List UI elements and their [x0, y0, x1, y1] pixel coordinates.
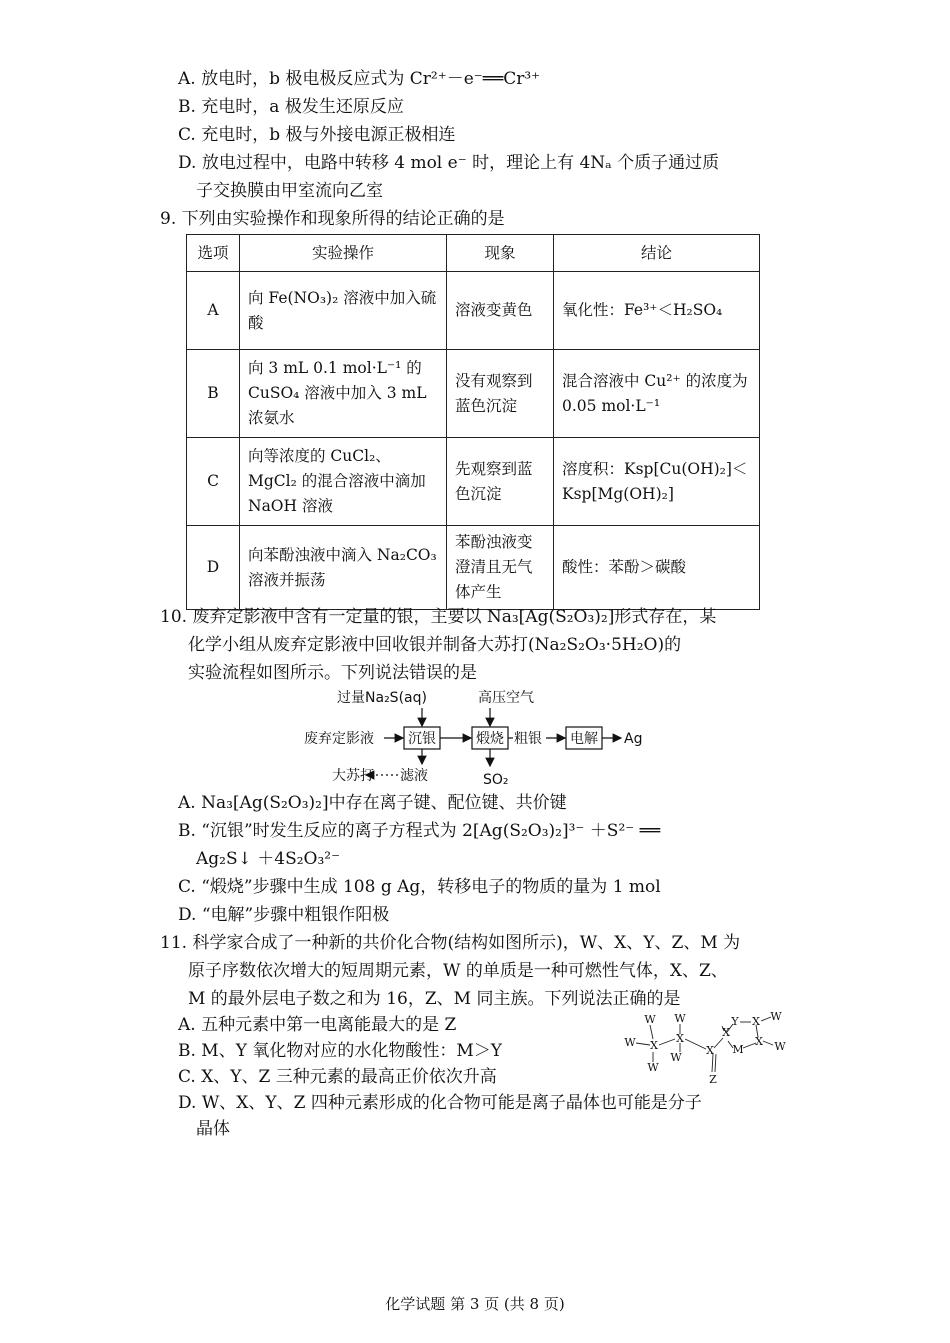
table-row — [187, 350, 760, 438]
filtrate-label: 滤液 — [400, 768, 428, 784]
atom-z: Z — [709, 1073, 717, 1086]
so2-label: SO₂ — [483, 772, 509, 786]
row-operation: 向等浓度的 CuCl₂、MgCl₂ 的混合溶液中滴加 NaOH 溶液 — [240, 438, 447, 526]
atom-w-bottom2: W — [670, 1051, 682, 1064]
row-phenomenon: 苯酚浊液变澄清且无气体产生 — [447, 526, 554, 610]
q11-stem-1: 11. 科学家合成了一种新的共价化合物(结构如图所示)，W、X、Y、Z、M 为 — [160, 933, 741, 953]
molecular-structure-diagram — [620, 1012, 790, 1088]
q10-option-a: A. Na₃[Ag(S₂O₃)₂]中存在离子键、配位键、共价键 — [178, 793, 567, 813]
atom-x-1: X — [650, 1039, 658, 1052]
atom-w-right: W — [774, 1040, 786, 1053]
q11-stem-3: M 的最外层电子数之和为 16，Z、M 同主族。下列说法正确的是 — [188, 989, 681, 1009]
row-operation: 向苯酚浊液中滴入 Na₂CO₃ 溶液并振荡 — [240, 526, 447, 610]
atom-w-left: W — [624, 1036, 636, 1049]
atom-w-bottom: W — [647, 1061, 659, 1074]
row-option: C — [187, 438, 240, 526]
q11-option-c: C. X、Y、Z 三种元素的最高正价依次升高 — [178, 1067, 497, 1087]
table-row — [187, 272, 760, 350]
page-footer: 化学试题 第 3 页 (共 8 页) — [385, 1295, 565, 1313]
atom-x-2: X — [676, 1032, 684, 1045]
atom-m: M — [732, 1043, 744, 1056]
q8-option-c: C. 充电时，b 极与外接电源正极相连 — [178, 125, 456, 145]
atom-x-3: X — [706, 1044, 714, 1057]
table-row — [187, 526, 760, 610]
q10-option-b-cont: Ag₂S↓ ＋4S₂O₃²⁻ — [196, 849, 341, 869]
q11-option-a: A. 五种元素中第一电离能最大的是 Z — [178, 1015, 457, 1035]
process-flowchart — [300, 686, 660, 786]
q11-option-d-cont: 晶体 — [196, 1119, 230, 1139]
row-option: A — [187, 272, 240, 350]
silver-product-label: Ag — [624, 731, 643, 747]
atom-w-top: W — [644, 1013, 656, 1026]
atom-x-5: X — [752, 1015, 760, 1028]
q11-option-b: B. M、Y 氧化物对应的水化物酸性：M＞Y — [178, 1041, 502, 1061]
q10-stem-2: 化学小组从废弃定影液中回收银并制备大苏打(Na₂S₂O₃·5H₂O)的 — [188, 635, 682, 655]
header-option: 选项 — [187, 235, 240, 272]
atom-y-1: Y — [731, 1015, 739, 1028]
row-conclusion: 混合溶液中 Cu²⁺ 的浓度为 0.05 mol·L⁻¹ — [554, 350, 760, 438]
row-operation: 向 Fe(NO₃)₂ 溶液中加入硫酸 — [240, 272, 447, 350]
q10-option-b: B. “沉银”时发生反应的离子方程式为 2[Ag(S₂O₃)₂]³⁻ ＋S²⁻ ══ — [178, 821, 661, 841]
header-conclusion: 结论 — [554, 235, 760, 272]
q11-stem-2: 原子序数依次增大的短周期元素，W 的单质是一种可燃性气体，X、Z、 — [188, 961, 728, 981]
atom-w-right-top: W — [770, 1012, 782, 1023]
q9-stem: 9. 下列由实验操作和现象所得的结论正确的是 — [160, 209, 505, 229]
atom-w-top2: W — [674, 1012, 686, 1025]
reagent-air-label: 高压空气 — [478, 690, 534, 706]
table-header-row — [187, 235, 760, 272]
q8-option-d: D. 放电过程中，电路中转移 4 mol e⁻ 时，理论上有 4Nₐ 个质子通过质 — [178, 153, 720, 173]
q10-stem-1: 10. 废弃定影液中含有一定量的银，主要以 Na₃[Ag(S₂O₃)₂]形式存在，某 — [160, 607, 717, 627]
q10-option-d: D. “电解”步骤中粗银作阳极 — [178, 905, 390, 925]
row-phenomenon: 没有观察到蓝色沉淀 — [447, 350, 554, 438]
q9-table — [186, 234, 760, 610]
row-phenomenon: 先观察到蓝色沉淀 — [447, 438, 554, 526]
step-calcine-label: 煅烧 — [476, 731, 504, 747]
table-row — [187, 438, 760, 526]
row-conclusion: 酸性：苯酚＞碳酸 — [554, 526, 760, 610]
step-precipitate-label: 沉银 — [408, 731, 436, 747]
atom-x-4: X — [722, 1026, 730, 1039]
row-operation: 向 3 mL 0.1 mol·L⁻¹ 的 CuSO₄ 溶液中加入 3 mL 浓氨水 — [240, 350, 447, 438]
header-operation: 实验操作 — [240, 235, 447, 272]
crude-silver-label: 粗银 — [514, 731, 542, 747]
start-label: 废弃定影液 — [304, 731, 374, 747]
row-option: D — [187, 526, 240, 610]
q8-option-b: B. 充电时，a 极发生还原反应 — [178, 97, 404, 117]
q10-stem-3: 实验流程如图所示。下列说法错误的是 — [188, 663, 477, 683]
q8-option-d-cont: 子交换膜由甲室流向乙室 — [196, 181, 383, 201]
row-option: B — [187, 350, 240, 438]
row-conclusion: 氧化性：Fe³⁺＜H₂SO₄ — [554, 272, 760, 350]
atom-x-6: X — [755, 1035, 763, 1048]
step-electrolysis-label: 电解 — [570, 731, 598, 747]
reagent-na2s-label: 过量Na₂S(aq) — [337, 690, 427, 706]
q11-option-d: D. W、X、Y、Z 四种元素形成的化合物可能是离子晶体也可能是分子 — [178, 1093, 702, 1113]
row-phenomenon: 溶液变黄色 — [447, 272, 554, 350]
hypo-product-label: 大苏打 — [332, 768, 374, 784]
q8-option-a: A. 放电时，b 极电极反应式为 Cr²⁺－e⁻══Cr³⁺ — [178, 69, 541, 89]
row-conclusion: 溶度积：Ksp[Cu(OH)₂]＜Ksp[Mg(OH)₂] — [554, 438, 760, 526]
q10-option-c: C. “煅烧”步骤中生成 108 g Ag，转移电子的物质的量为 1 mol — [178, 877, 661, 897]
header-phenomenon: 现象 — [447, 235, 554, 272]
